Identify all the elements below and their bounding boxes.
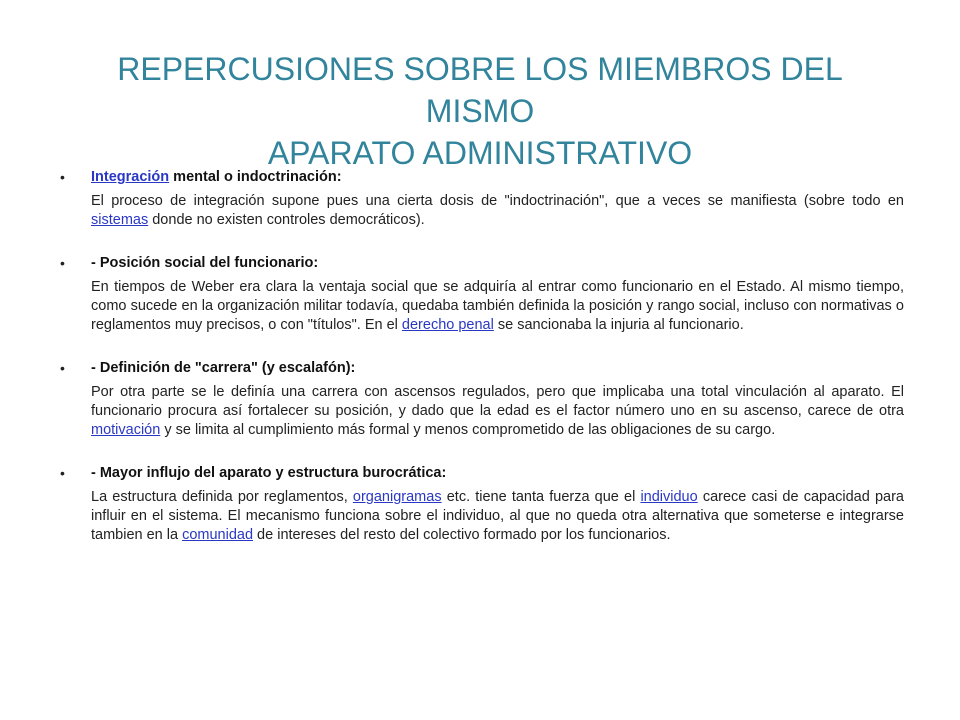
slide-title bbox=[60, 48, 900, 174]
item-body bbox=[91, 192, 904, 230]
body-text: Por otra parte se le definía una carrera con ascensos regulados, pero que implicaba una total vinculación al aparato. El funcionario procura así fortalecer su posición, y dado que la edad es el factor número uno en su ascenso, carece de otra bbox=[91, 384, 904, 419]
item-heading bbox=[91, 168, 904, 187]
bullet-list bbox=[60, 168, 904, 569]
link-integracion[interactable]: Integración bbox=[91, 169, 170, 185]
body-text: La estructura definida por reglamentos, bbox=[91, 489, 353, 505]
bullet-icon: • bbox=[60, 465, 65, 481]
item-heading: - Mayor influjo del aparato y estructura burocrática: bbox=[91, 465, 447, 481]
list-item bbox=[60, 254, 904, 335]
body-text: etc. tiene tanta fuerza que el bbox=[441, 489, 641, 505]
list-item bbox=[60, 359, 904, 440]
body-text: se sancionaba la injuria al funcionario. bbox=[493, 317, 744, 333]
body-text: donde no existen controles democráticos). bbox=[148, 212, 425, 228]
link-derecho-penal[interactable]: derecho penal bbox=[401, 317, 494, 333]
item-body bbox=[91, 383, 904, 440]
item-heading: - Definición de "carrera" (y escalafón): bbox=[91, 360, 356, 376]
link-comunidad[interactable]: comunidad bbox=[182, 527, 254, 543]
body-text: El proceso de integración supone pues una cierta dosis de "indoctrinación", que a veces se manifiesta (sobre todo en bbox=[91, 193, 904, 209]
link-individuo[interactable]: individuo bbox=[640, 489, 698, 505]
title-line-2: APARATO ADMINISTRATIVO bbox=[267, 135, 693, 171]
bullet-icon: • bbox=[60, 360, 65, 376]
bullet-icon: • bbox=[60, 255, 65, 271]
link-organigramas[interactable]: organigramas bbox=[352, 489, 442, 505]
body-text: carece casi de capacidad para influir en el sistema. El mecanismo funciona sobre el individuo, al que no queda otra alternativa que someterse e integrarse tambien en la bbox=[91, 489, 904, 543]
bullet-icon: • bbox=[60, 169, 65, 185]
item-body bbox=[91, 278, 904, 335]
body-text: de intereses del resto del colectivo formado por los funcionarios. bbox=[253, 527, 671, 543]
title-line-1: REPERCUSIONES SOBRE LOS MIEMBROS DEL MISMO bbox=[117, 51, 843, 129]
body-text: En tiempos de Weber era clara la ventaja social que se adquiría al entrar como funcionario en el Estado. Al mismo tiempo, como sucede en la organización militar todavía, quedaba también definida la posición y rango social, incluso con normativas o reglamentos muy precisos, o con "títulos". En el bbox=[91, 279, 904, 333]
item-body bbox=[91, 488, 904, 545]
heading-text: mental o indoctrinación: bbox=[169, 169, 342, 185]
link-motivacion[interactable]: motivación bbox=[91, 422, 161, 438]
item-heading: - Posición social del funcionario: bbox=[91, 255, 319, 271]
list-item bbox=[60, 464, 904, 545]
link-sistemas[interactable]: sistemas bbox=[91, 212, 149, 228]
body-text: y se limita al cumplimiento más formal y menos comprometido de las obligaciones de su cargo. bbox=[160, 422, 776, 438]
list-item bbox=[60, 168, 904, 230]
